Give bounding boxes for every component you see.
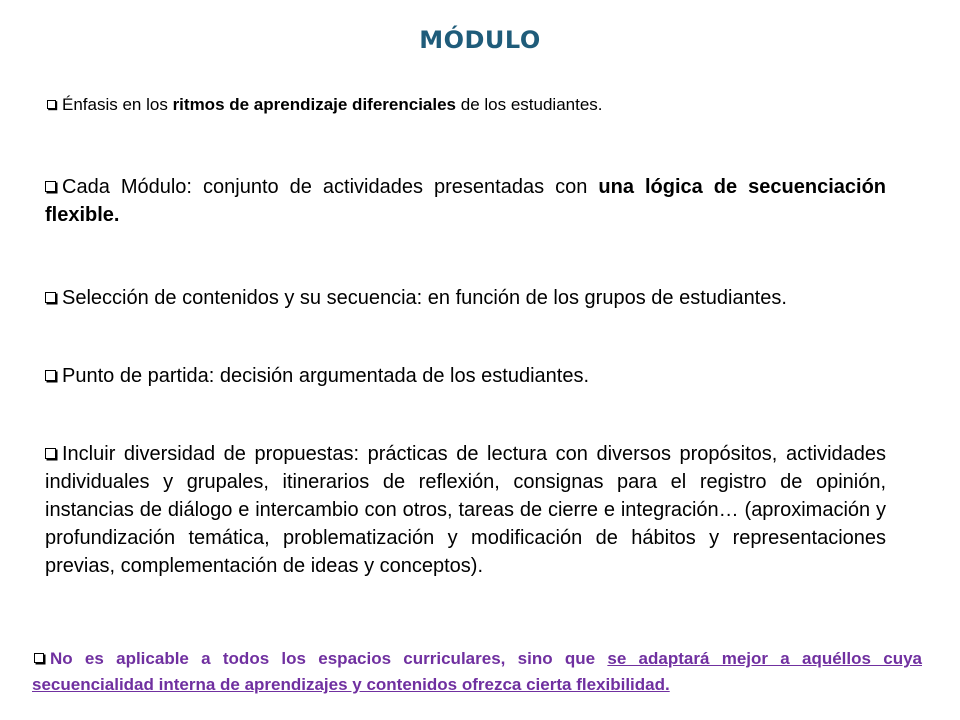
bullet-1-pre: Énfasis en los xyxy=(62,95,173,114)
checkbox-bullet-icon xyxy=(45,370,56,381)
bullet-2-pre: Cada Módulo: conjunto de actividades presentadas con xyxy=(62,176,599,198)
bullet-2-bold: una lógica de secuenciación flexible. xyxy=(45,176,886,226)
bullet-4-text: Punto de partida: decisión argumentada de los estudiantes. xyxy=(62,365,590,387)
bullet-3-text: Selección de contenidos y su secuencia: en función de los grupos de estudiantes. xyxy=(62,287,787,309)
bullet-1-post: de los estudiantes. xyxy=(456,95,603,114)
footer-plain: No es aplicable a todos los espacios curriculares, sino que xyxy=(50,649,608,668)
checkbox-bullet-icon xyxy=(45,448,56,459)
footer-underlined: se adaptará mejor a aquéllos cuya secuencialidad interna de aprendizajes y contenidos ofrezca cierta flexibilidad. xyxy=(32,649,922,694)
checkbox-bullet-icon xyxy=(45,292,56,303)
checkbox-bullet-icon xyxy=(34,653,44,663)
checkbox-bullet-icon xyxy=(45,181,56,192)
bullet-1 xyxy=(47,93,787,117)
bullet-3 xyxy=(45,284,886,312)
bullet-1-bold: ritmos de aprendizaje diferenciales xyxy=(172,95,457,114)
bullet-2 xyxy=(45,173,886,229)
bullet-4 xyxy=(45,362,886,390)
checkbox-bullet-icon xyxy=(47,100,56,109)
footer-note xyxy=(32,646,922,698)
slide-title: MÓDULO xyxy=(419,26,541,54)
bullet-5 xyxy=(45,440,886,580)
bullet-5-text: Incluir diversidad de propuestas: prácticas de lectura con diversos propósitos, actividades individuales y grupales, itinerarios de reflexión, consignas para el registro de opinión, instancias de diálogo e intercambio con otros, tareas de cierre e integración… (aproximación y profundización temática, problematización y modificación de hábitos y representaciones previas, complementación de ideas y conceptos). xyxy=(45,443,886,577)
